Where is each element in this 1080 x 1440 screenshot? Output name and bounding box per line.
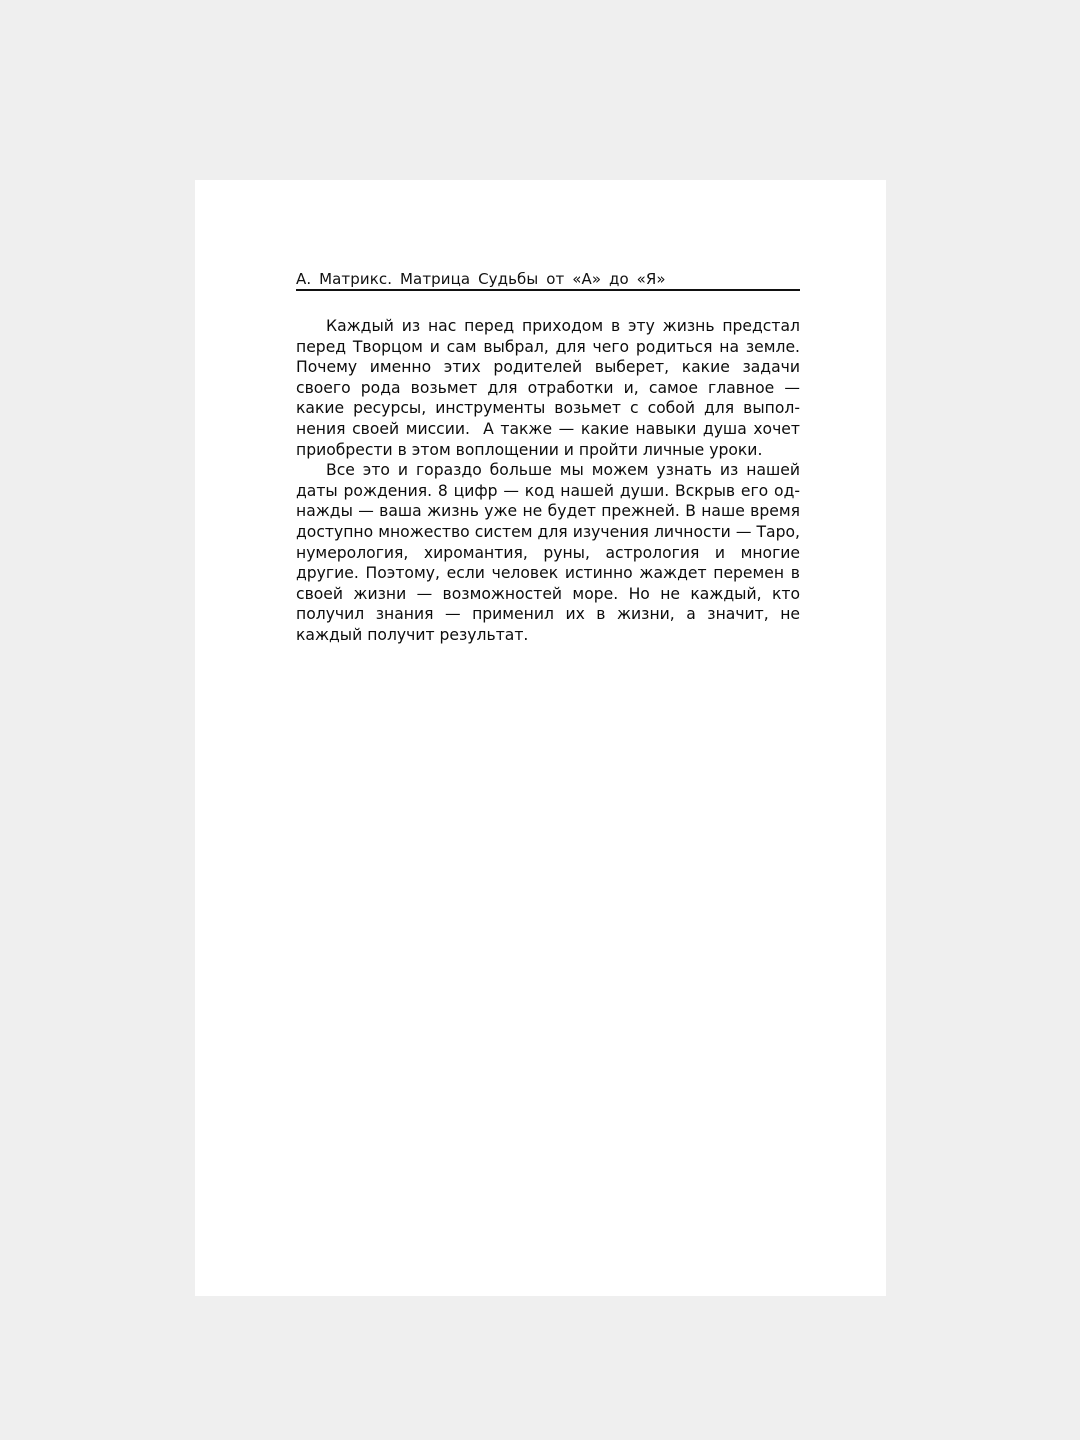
running-head: А. Матрикс. Матрица Судьбы от «А» до «Я» bbox=[296, 270, 666, 288]
header-rule bbox=[296, 289, 800, 291]
body-text bbox=[296, 316, 800, 646]
paragraph: Все это и гораздо больше мы можем узнать из нашей даты рождения. 8 цифр — код нашей души. Вскрыв его однажды — ваша жизнь уже не будет прежней. В наше время доступно множество систем для изучения личности — Таро, нумерология, хиромантия, руны, астрология и многие другие. Поэтому, если человек истинно жаждет перемен в своей жизни — возможностей море. Но не каждый, кто получил знания — применил их в жизни, а значит, не каждый получит результат. bbox=[296, 461, 800, 644]
book-page bbox=[195, 180, 886, 1296]
paragraph: Каждый из нас перед приходом в эту жизнь предстал перед Творцом и сам выбрал, для чего родиться на земле. Почему именно этих родителей выберет, какие задачи своего рода возьмет для отработки и, самое главное — какие ресурсы, инструменты возьмет с собой для выполнения своей миссии. А также — какие навыки душа хочет приобрести в этом воплощении и пройти личные уроки. bbox=[296, 317, 800, 459]
